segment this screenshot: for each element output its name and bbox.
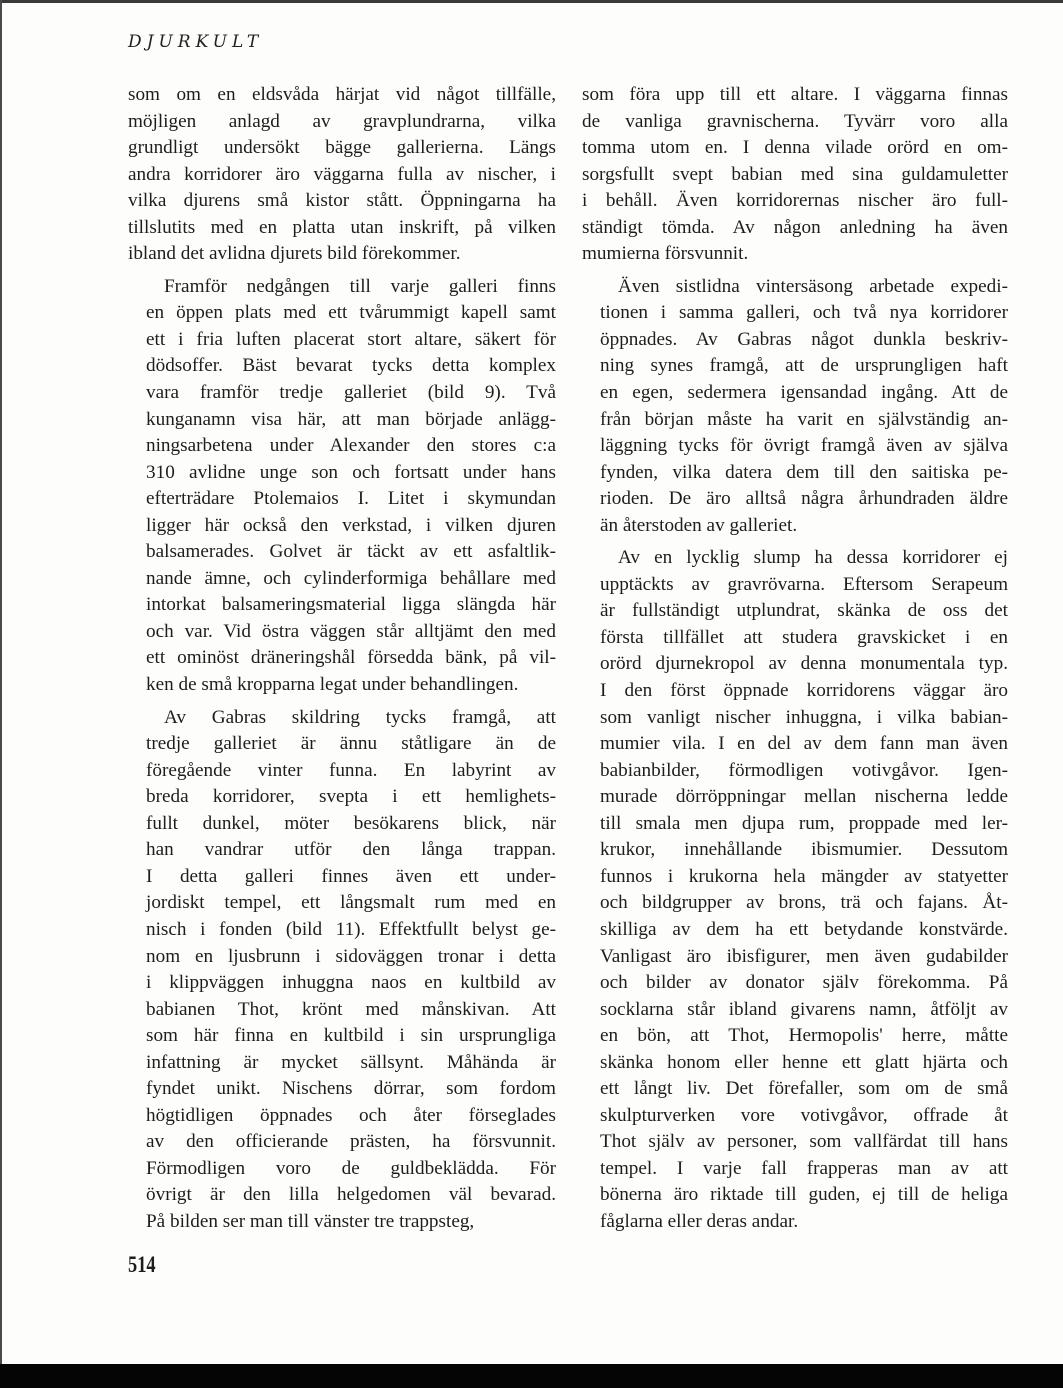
text-line: jordiskt tempel, ett långsmalt rum med en — [146, 892, 556, 914]
text-line: fåglarna eller deras andar. — [600, 1210, 799, 1232]
text-line: Förmodligen voro de guldbeklädda. För — [146, 1157, 556, 1179]
text-line: vara framför tredje galleriet (bild 9). Två — [146, 382, 556, 404]
text-line: fullt dunkel, möter besökarens blick, när — [146, 812, 556, 834]
page-number: 514 — [128, 1252, 156, 1277]
text-line: Vanligast äro ibisfigurer, men även gudabilder — [600, 945, 1008, 967]
text-line: ett långt liv. Det förefaller, som om de små — [600, 1078, 1008, 1100]
text-line: andra korridorer äro väggarna fulla av nischer, i — [128, 163, 556, 185]
text-line: kunganamn visa här, att man började anlägg- — [146, 408, 556, 430]
text-line: I den först öppnade korridorens väggar äro — [600, 680, 1008, 702]
text-line: fynden, vilka datera dem till den saitiska pe- — [600, 461, 1008, 483]
text-line: som föra upp till ett altare. I väggarna finnas — [582, 84, 1008, 105]
text-line: ning synes framgå, att de ursprungligen haft — [600, 355, 1008, 377]
text-line: balsamerades. Golvet är täckt av ett asfaltlik- — [146, 541, 556, 563]
text-line: nisch i fonden (bild 11). Effektfullt belyst ge- — [146, 918, 556, 940]
scan-left-edge — [0, 0, 2, 1365]
text-line: krukor, innehållande ibismumier. Dessutom — [600, 839, 1008, 861]
text-line: På bilden ser man till vänster tre trappsteg, — [146, 1210, 475, 1232]
text-line: läggning tycks för övrigt framgå även av själva — [600, 435, 1008, 457]
text-line: de vanliga gravnischerna. Tyvärr voro alla — [582, 110, 1008, 132]
text-line: en bön, att Thot, Hermopolis' herre, måtte — [600, 1025, 1008, 1047]
paragraph — [582, 545, 1008, 1235]
text-line: nom en ljusbrunn i sidoväggen tronar i detta — [146, 945, 556, 967]
text-line: dödsoffer. Bäst bevarat tycks detta komplex — [146, 355, 556, 377]
text-line: babianen Thot, krönt med månskivan. Att — [146, 998, 556, 1020]
text-line: från början måste ha varit en självständig an- — [600, 408, 1008, 430]
text-line: som om en eldsvåda härjat vid något tillfälle, — [128, 84, 556, 105]
text-line: tomma utom en. I denna vilade orörd en om- — [582, 137, 1008, 159]
text-line: infattning är mycket sällsynt. Måhända är — [146, 1051, 556, 1073]
text-line: en öppen plats med ett tvårummigt kapell samt — [146, 302, 556, 324]
text-line: föregående vinter funna. En labyrint av — [146, 759, 556, 781]
text-line: skilliga av dem ha ett betydande konstvärde. — [600, 918, 1008, 940]
text-line: och bildgrupper av brons, trä och fajans. Åt- — [600, 892, 1008, 914]
text-line: möjligen anlagd av gravplundrarna, vilka — [128, 110, 556, 132]
text-line: Av en lycklig slump ha dessa korridorer ej — [618, 547, 1008, 569]
text-line: funnos i krukorna hela mängder av statyetter — [600, 865, 1008, 887]
text-line: ett i fria luften placerat stort altare, säkert för — [146, 328, 556, 350]
text-line: grundligt undersökt bägge gallerierna. Längs — [128, 137, 556, 159]
text-line: öppnades. Av Gabras något dunkla beskriv- — [600, 328, 1008, 350]
text-line: vilka djurens små kistor stått. Öppningarna ha — [128, 190, 556, 212]
running-head: DJURKULT — [128, 32, 264, 52]
text-line: i klippväggen inhuggna naos en kultbild av — [146, 972, 556, 994]
text-line: Framför nedgången till varje galleri finns — [164, 275, 556, 297]
text-line: murade dörröppningar mellan nischerna ledde — [600, 786, 1008, 808]
left-column — [128, 82, 556, 1242]
text-line: är fullständigt utplundrat, skänka de oss det — [600, 600, 1008, 622]
text-line: högtidligen öppnades och åter förseglades — [146, 1104, 556, 1126]
text-line: första tillfället att studera gravskicket i en — [600, 626, 1008, 648]
text-line: tredje galleriet är ännu ståtligare än de — [146, 733, 556, 755]
text-line: socklarna står ibland givarens namn, åtföljt av — [600, 998, 1008, 1020]
scan-top-edge — [0, 0, 1063, 3]
text-line: tempel. I varje fall frapperas man av att — [600, 1157, 1008, 1179]
text-line: som vanligt nischer inhuggna, i vilka babian- — [600, 706, 1008, 728]
scan-bottom-border — [0, 1364, 1063, 1388]
paragraph — [128, 82, 556, 268]
text-line: i behåll. Även korridorernas nischer äro full- — [582, 190, 1008, 212]
text-line: rioden. De äro alltså några århundraden äldre — [600, 488, 1008, 510]
text-line: I detta galleri finnes även ett under- — [146, 865, 556, 887]
paragraph — [128, 705, 556, 1236]
text-line: efterträdare Ptolemaios I. Litet i skymundan — [146, 488, 556, 510]
text-line: Thot själv av personer, som vallfärdat till hans — [600, 1131, 1008, 1153]
right-column — [582, 82, 1008, 1242]
text-line: övrigt är den lilla helgedomen väl bevarad. — [146, 1184, 556, 1206]
text-line: ett ominöst dräneringshål försedda bänk, på vil- — [146, 647, 556, 669]
text-line: nande ämne, och cylinderformiga behållare med — [146, 567, 556, 589]
text-line: skulpturverken vore votivgåvor, offrade åt — [600, 1104, 1008, 1126]
text-line: intorkat balsameringsmaterial ligga slängda här — [146, 594, 556, 616]
paragraph — [582, 82, 1008, 268]
text-line: breda korridorer, svepta i ett hemlighets- — [146, 786, 556, 808]
paragraph — [582, 274, 1008, 539]
text-line: han vandrar utför den långa trappan. — [146, 839, 556, 861]
text-line: ken de små kropparna legat under behandlingen. — [146, 674, 519, 696]
text-line: ständigt tömda. Av någon anledning ha även — [582, 216, 1008, 238]
text-line: av den officierande prästen, ha försvunnit. — [146, 1131, 556, 1153]
text-line: bönerna äro riktade till guden, ej till de heliga — [600, 1184, 1008, 1206]
text-line: ligger här också den verkstad, i vilken djuren — [146, 514, 556, 536]
paragraph — [128, 274, 556, 699]
text-line: ningsarbetena under Alexander den stores c:a — [146, 435, 556, 457]
text-line: mumier vila. I en del av dem fann man även — [600, 733, 1008, 755]
text-line: skänka honom eller henne ett glatt hjärta och — [600, 1051, 1008, 1073]
text-line: upptäckts av gravrövarna. Eftersom Serapeum — [600, 573, 1008, 595]
text-line: babianbilder, förmodligen votivgåvor. Igen- — [600, 759, 1008, 781]
text-line: fyndet unikt. Nischens dörrar, som fordom — [146, 1078, 556, 1100]
text-line: mumierna försvunnit. — [582, 243, 749, 265]
text-line: sorgsfullt svept babian med sina guldamuletter — [582, 163, 1008, 185]
text-line: Även sistlidna vintersäsong arbetade expedi- — [618, 275, 1008, 297]
text-line: och bilder av donator själv förekomma. På — [600, 972, 1008, 994]
text-line: som här finna en kultbild i sin ursprungliga — [146, 1025, 556, 1047]
text-line: ibland det avlidna djurets bild förekommer. — [128, 243, 461, 265]
text-line: en egen, sedermera igensandad ingång. Att de — [600, 382, 1008, 404]
text-line: tillslutits med en platta utan inskrift, på vilken — [128, 216, 556, 238]
text-line: till smala men djupa rum, proppade med ler- — [600, 812, 1008, 834]
text-line: orörd djurnekropol av denna monumentala typ. — [600, 653, 1008, 675]
text-line: och var. Vid östra väggen står alltjämt den med — [146, 620, 556, 642]
text-line: Av Gabras skildring tycks framgå, att — [164, 706, 556, 728]
text-line: tionen i samma galleri, och två nya korridorer — [600, 302, 1008, 324]
text-line: än återstoden av galleriet. — [600, 514, 798, 536]
text-line: 310 avlidne unge son och fortsatt under hans — [146, 461, 556, 483]
